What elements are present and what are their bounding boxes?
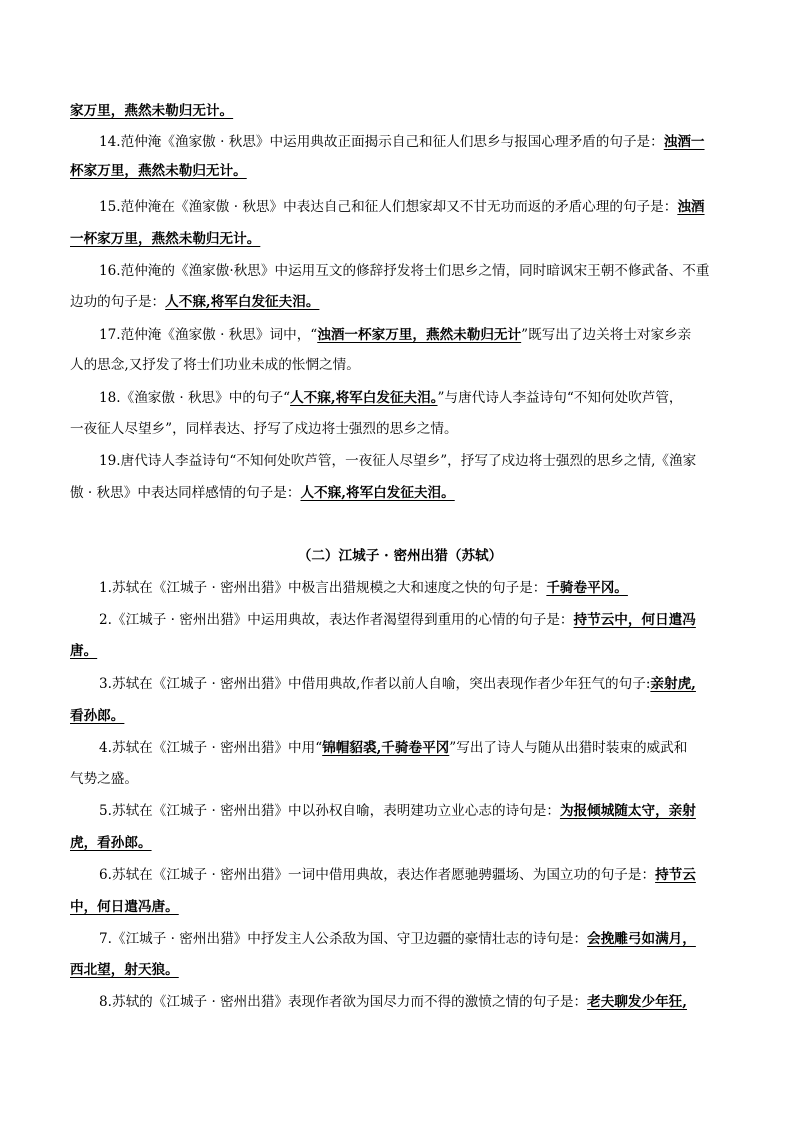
line-text: 16.范仲淹的《渔家傲·秋思》中运用互文的修辞抒发将士们思乡之情，同时暗讽宋王朝不修武备、不重 bbox=[99, 263, 710, 279]
answer-text: 为报倾城随太守，亲射 bbox=[559, 803, 696, 819]
question-4 bbox=[99, 738, 730, 758]
answer-text: 千骑卷平冈。 bbox=[546, 580, 628, 596]
question-17 bbox=[99, 325, 730, 345]
paragraph-line bbox=[70, 483, 730, 503]
paragraph-line bbox=[70, 419, 730, 439]
answer-text: 人不寐,将军白发征夫泪。 bbox=[165, 294, 320, 310]
line-text: 19.唐代诗人李益诗句“不知何处吹芦管，一夜征人尽望乡”，抒写了戍边将士强烈的思乡之情,《渔家 bbox=[99, 453, 697, 469]
line-text: 5.苏轼在《江城子 · 密州出猎》中以孙权自喻，表明建功立业心志的诗句是： bbox=[99, 803, 560, 819]
paragraph-line bbox=[70, 292, 730, 312]
answer-text: 家万里，燕然未勒归无计。 bbox=[70, 103, 234, 119]
answer-text: 看孙郎。 bbox=[70, 708, 125, 724]
paragraph-line bbox=[70, 101, 730, 121]
line-text: 2.《江城子 · 密州出猎》中运用典故，表达作者渴望得到重用的心情的句子是： bbox=[99, 612, 574, 628]
line-text: 6.苏轼在《江城子 · 密州出猎》一词中借用典故，表达作者愿驰骋疆场、为国立功的句子是： bbox=[99, 867, 656, 883]
question-19 bbox=[99, 451, 730, 471]
answer-text: 锦帽貂裘,千骑卷平冈 bbox=[322, 740, 450, 756]
answer-text: 虎，看孙郎。 bbox=[70, 835, 152, 851]
question-6 bbox=[99, 865, 730, 885]
line-text: 7.《江城子 · 密州出猎》中抒发主人公杀敌为国、守卫边疆的豪情壮志的诗句是： bbox=[99, 931, 588, 947]
answer-text: 唐。 bbox=[70, 643, 98, 659]
answer-text: 杯家万里，燕然未勒归无计。 bbox=[70, 163, 247, 179]
line-text: ”写出了诗人与随从出猎时装束的威武和 bbox=[449, 740, 688, 756]
line-text: 15.范仲淹在《渔家傲 · 秋思》中表达自己和征人们想家却又不甘无功而返的矛盾心理的句子是： bbox=[99, 199, 678, 215]
line-text: 一夜征人尽望乡”，同样表达、抒写了戍边将士强烈的思乡之情。 bbox=[70, 421, 458, 437]
paragraph-line bbox=[70, 897, 730, 917]
question-8 bbox=[99, 992, 730, 1012]
line-text: ”既写出了边关将士对家乡亲 bbox=[521, 327, 692, 343]
line-text: ”与唐代诗人李益诗句“不知何处吹芦管， bbox=[437, 390, 683, 406]
question-7 bbox=[99, 929, 730, 949]
line-text: 18.《渔家傲 · 秋思》中的句子“ bbox=[99, 390, 291, 406]
answer-text: 持节云 bbox=[655, 867, 696, 883]
line-text: 人的思念,又抒发了将士们功业未成的怅惘之情。 bbox=[70, 357, 360, 373]
line-text: 14.范仲淹《渔家傲 · 秋思》中运用典故正面揭示自己和征人们思乡与报国心理矛盾的句子是： bbox=[99, 134, 664, 150]
answer-text: 持节云中，何日遣冯 bbox=[573, 612, 696, 628]
answer-text: 西北望，射天狼。 bbox=[70, 962, 179, 978]
line-text: 3.苏轼在《江城子 · 密州出猎》中借用典故,作者以前人自喻，突出表现作者少年狂气的句子: bbox=[99, 676, 651, 692]
answer-text: 中，何日遣冯唐。 bbox=[70, 899, 179, 915]
paragraph-line bbox=[70, 960, 730, 980]
answer-text: 老夫聊发少年狂, bbox=[587, 994, 688, 1010]
paragraph-line bbox=[70, 161, 730, 181]
line-text: 17.范仲淹《渔家傲 · 秋思》词中，“ bbox=[99, 327, 318, 343]
paragraph-line bbox=[70, 833, 730, 853]
line-text: 气势之盛。 bbox=[70, 771, 138, 787]
answer-text: 浊酒一杯家万里，燕然未勒归无计 bbox=[317, 327, 522, 343]
paragraph-line bbox=[70, 355, 730, 375]
line-text: 边功的句子是： bbox=[70, 294, 166, 310]
question-2 bbox=[99, 610, 730, 630]
paragraph-line bbox=[70, 229, 730, 249]
question-18 bbox=[99, 388, 730, 408]
answer-text: 浊酒一 bbox=[663, 134, 705, 150]
paragraph-line bbox=[70, 706, 730, 726]
question-5 bbox=[99, 801, 730, 821]
answer-text: 人不寐,将军白发征夫泪。 bbox=[290, 390, 438, 406]
answer-text: 会挽雕弓如满月， bbox=[587, 931, 696, 947]
section-title: （二）江城子 · 密州出猎（苏轼） bbox=[297, 548, 503, 564]
answer-text: 一杯家万里，燕然未勒归无计。 bbox=[70, 231, 261, 247]
line-text: 1.苏轼在《江城子 · 密州出猎》中极言出猎规模之大和速度之快的句子是： bbox=[99, 580, 547, 596]
question-1 bbox=[99, 578, 730, 598]
question-15 bbox=[99, 197, 730, 217]
line-text: 4.苏轼在《江城子 · 密州出猎》中用“ bbox=[99, 740, 323, 756]
question-3 bbox=[99, 674, 730, 694]
line-text: 傲 · 秋思》中表达同样感情的句子是： bbox=[70, 485, 301, 501]
question-14 bbox=[99, 132, 730, 152]
answer-text: 人不寐,将军白发征夫泪。 bbox=[300, 485, 455, 501]
line-text: 8.苏轼的《江城子 · 密州出猎》表现作者欲为国尽力而不得的激愤之情的句子是： bbox=[99, 994, 588, 1010]
paragraph-line bbox=[70, 641, 730, 661]
paragraph-line bbox=[70, 769, 730, 789]
answer-text: 亲射虎, bbox=[650, 676, 696, 692]
question-16 bbox=[99, 261, 730, 281]
answer-text: 浊酒 bbox=[677, 199, 705, 215]
